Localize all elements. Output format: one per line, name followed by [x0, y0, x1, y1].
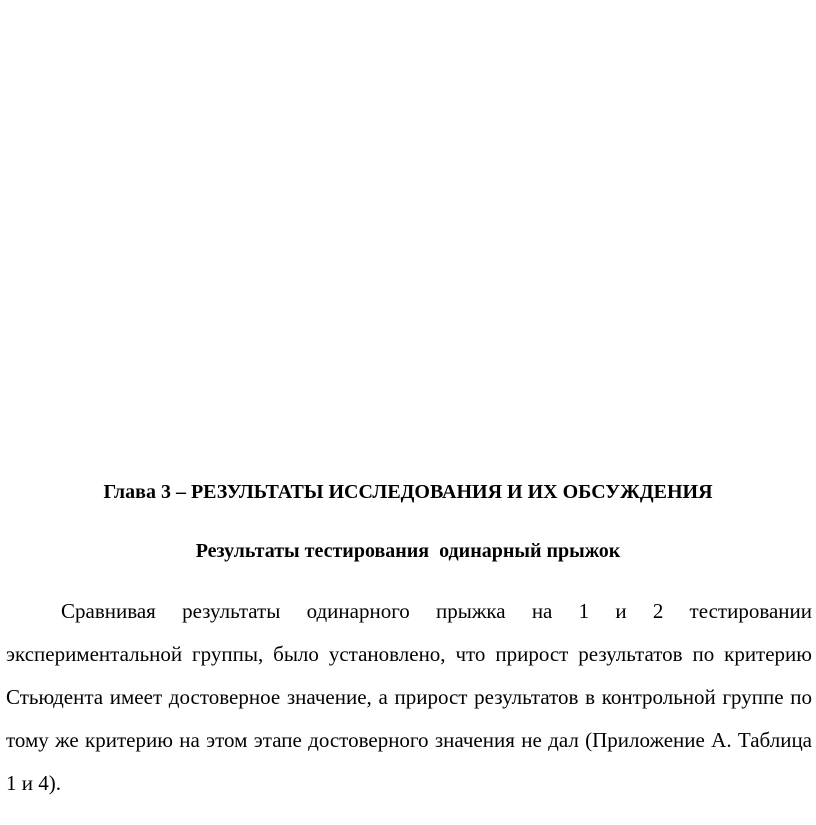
body-paragraph: Сравнивая результаты одинарного прыжка на 1 и 2 тестировании экспериментальной группы, было установлено, что прирост результатов по критерию Стьюдента имеет достоверное значение, а прирост результатов в контрольной группе по тому же критерию на этом этапе достоверного значения не дал (Приложение А. Таблица 1 и 4). — [6, 599, 812, 795]
chapter-title: Глава 3 – РЕЗУЛЬТАТЫ ИССЛЕДОВАНИЯ И ИХ ОБСУЖДЕНИЯ — [103, 481, 713, 503]
section-title: Результаты тестирования одинарный прыжок — [195, 540, 621, 562]
